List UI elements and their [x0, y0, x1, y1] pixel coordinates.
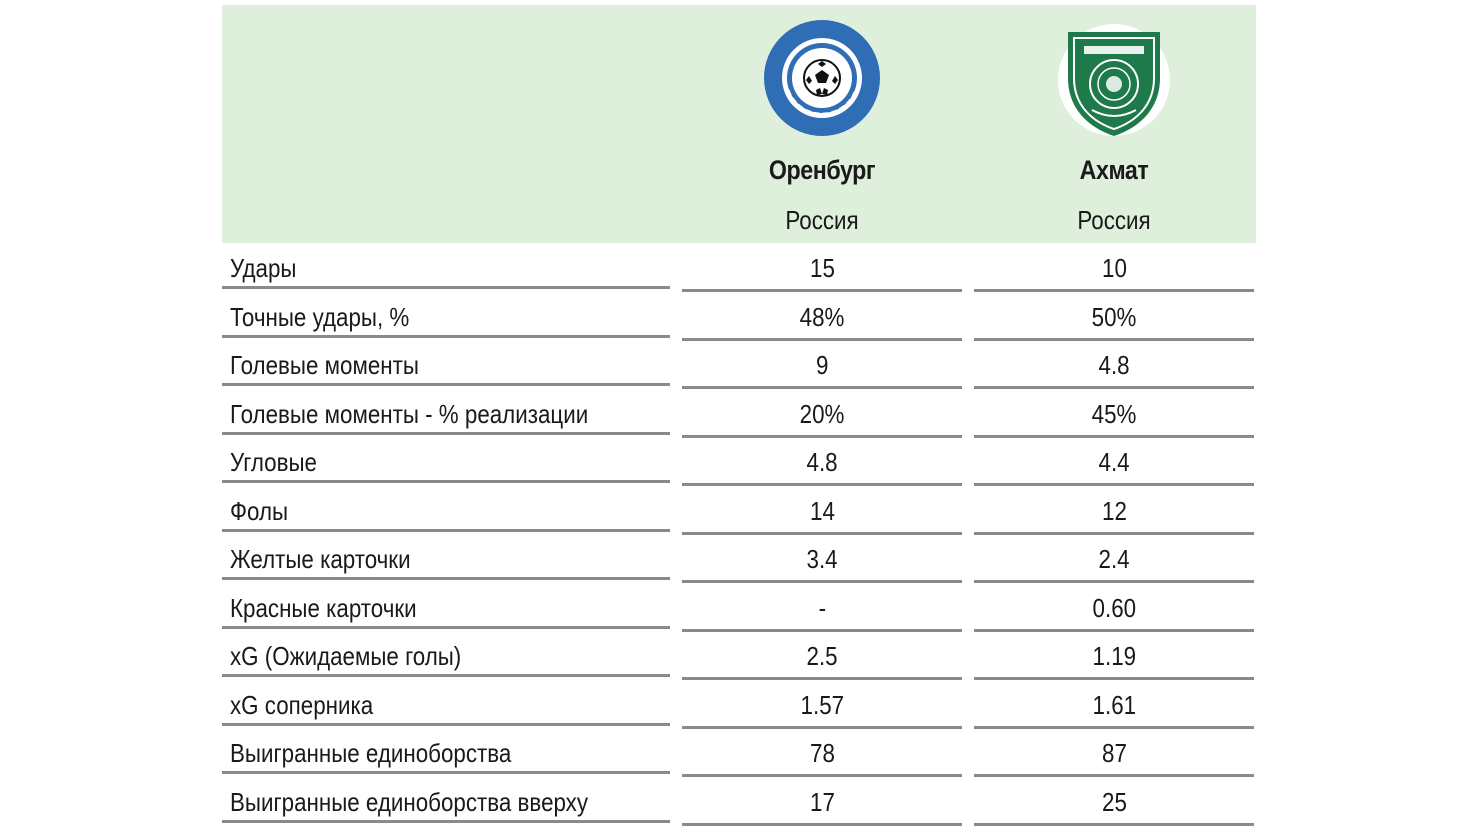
akhmat-club-crest-icon [1054, 18, 1174, 138]
stat-label-text: Удары [230, 253, 297, 283]
stat-label-text: Фолы [230, 495, 289, 526]
stat-label [222, 292, 670, 338]
stat-label-text: xG (Ожидаемые голы) [230, 641, 462, 671]
stat-value-away [974, 437, 1254, 486]
stat-value-home-text: - [818, 592, 826, 623]
team-column-home [682, 5, 962, 243]
table-row [222, 243, 1256, 292]
stat-label [222, 728, 670, 774]
stat-value-home-text: 78 [809, 738, 835, 768]
stat-value-away-text: 1.61 [1092, 689, 1136, 720]
stats-rows [222, 243, 1256, 825]
stat-value-home-text: 1.57 [800, 689, 844, 720]
stat-value-away [974, 728, 1254, 777]
stat-value-away-text: 4.4 [1098, 447, 1130, 477]
stat-value-away-text: 2.4 [1098, 544, 1130, 574]
stat-value-away [974, 777, 1254, 826]
stat-value-home-text: 20% [799, 398, 845, 429]
stat-label-text: xG соперника [230, 689, 374, 720]
stat-value-away-text: 50% [1091, 301, 1137, 332]
stat-label [222, 243, 670, 289]
table-row [222, 389, 1256, 438]
table-row [222, 680, 1256, 729]
team-name-home: Оренбург [768, 155, 876, 185]
stat-value-home [682, 243, 962, 292]
stat-value-away-text: 87 [1101, 738, 1127, 768]
stat-value-home [682, 437, 962, 486]
stat-value-home [682, 340, 962, 389]
table-row [222, 583, 1256, 632]
table-row [222, 631, 1256, 680]
stat-value-away [974, 631, 1254, 680]
stat-value-home-text: 4.8 [806, 447, 838, 477]
stat-label [222, 437, 670, 483]
stat-label-text: Выигранные единоборства вверху [230, 786, 589, 817]
stat-value-away-text: 12 [1101, 495, 1127, 526]
stat-label-text: Голевые моменты [230, 350, 419, 380]
stat-value-away [974, 583, 1254, 632]
stat-value-home-text: 2.5 [806, 641, 838, 671]
stat-label-text: Угловые [230, 447, 317, 477]
stat-value-home [682, 583, 962, 632]
stat-value-home-text: 48% [799, 301, 845, 332]
stat-value-home [682, 777, 962, 826]
stat-label-text: Желтые карточки [230, 544, 411, 574]
stat-value-home [682, 486, 962, 535]
stat-label [222, 534, 670, 580]
stat-value-away [974, 680, 1254, 729]
stat-value-home-text: 3.4 [806, 544, 838, 574]
stat-label [222, 680, 670, 726]
table-row [222, 534, 1256, 583]
stat-label [222, 340, 670, 386]
stat-value-home-text: 15 [809, 253, 835, 283]
stat-value-home [682, 631, 962, 680]
stat-value-home [682, 292, 962, 341]
table-row [222, 340, 1256, 389]
team-comparison-table [222, 5, 1256, 825]
stat-label-text: Красные карточки [230, 592, 417, 623]
team-column-away [974, 5, 1254, 243]
stat-value-home [682, 389, 962, 438]
table-row [222, 437, 1256, 486]
stat-value-away [974, 243, 1254, 292]
stat-value-away [974, 389, 1254, 438]
stat-value-home-text: 14 [809, 495, 835, 526]
stat-value-away [974, 340, 1254, 389]
stat-value-away-text: 0.60 [1092, 592, 1136, 623]
stat-value-away-text: 1.19 [1092, 641, 1136, 671]
orenburg-club-crest-icon [762, 18, 882, 138]
stat-value-away-text: 25 [1101, 786, 1127, 817]
table-row [222, 777, 1256, 826]
stat-label-text: Точные удары, % [230, 301, 410, 332]
table-row [222, 292, 1256, 341]
team-name-away: Ахмат [1079, 155, 1149, 185]
table-row [222, 728, 1256, 777]
stat-value-home [682, 680, 962, 729]
table-header [222, 5, 1256, 243]
stat-label-text: Голевые моменты - % реализации [230, 398, 589, 429]
stat-value-away-text: 45% [1091, 398, 1137, 429]
stat-value-home-text: 9 [815, 350, 829, 380]
stat-value-away [974, 486, 1254, 535]
stat-value-away [974, 534, 1254, 583]
stat-value-away [974, 292, 1254, 341]
stat-label [222, 389, 670, 435]
team-country-home: Россия [785, 205, 859, 235]
stat-value-home [682, 728, 962, 777]
stat-label-text: Выигранные единоборства [230, 738, 512, 768]
team-country-away: Россия [1077, 205, 1151, 235]
stat-value-away-text: 4.8 [1098, 350, 1130, 380]
stat-label [222, 631, 670, 677]
stat-label [222, 777, 670, 823]
stat-label [222, 486, 670, 532]
stat-value-away-text: 10 [1101, 253, 1127, 283]
table-row [222, 486, 1256, 535]
stat-value-home [682, 534, 962, 583]
stat-label [222, 583, 670, 629]
stat-value-home-text: 17 [809, 786, 835, 817]
